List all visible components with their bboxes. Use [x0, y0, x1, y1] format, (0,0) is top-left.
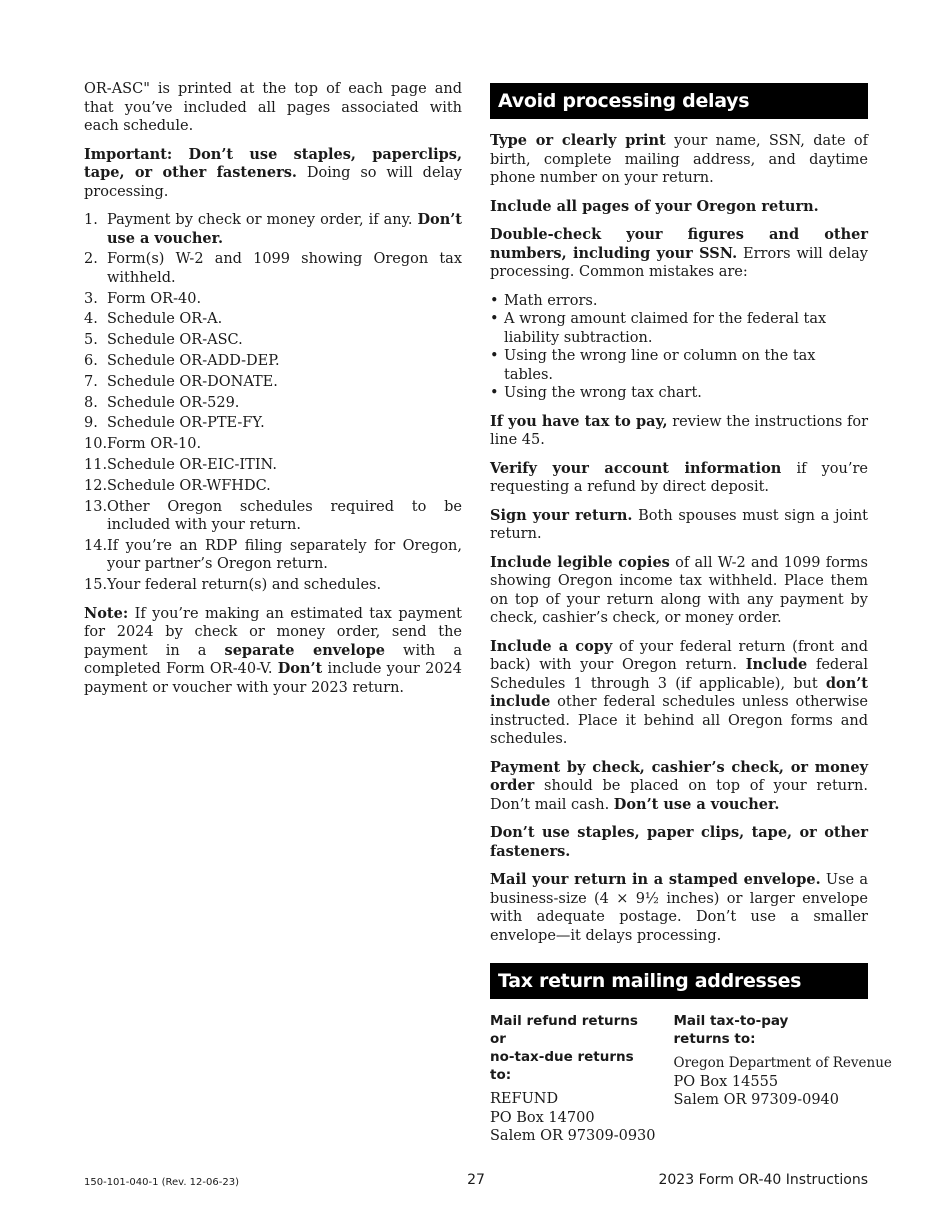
left-column: [84, 80, 462, 707]
list-item: 2. Form(s) W-2 and 1099 showing Oregon tax withheld.: [84, 251, 462, 286]
double-check-paragraph: Double-check your figures and other numbers, including your SSN. Errors will delay processing. Common mistakes are:: [490, 226, 868, 280]
no-staples-paragraph: Don’t use staples, paper clips, tape, or other fasteners.: [490, 824, 868, 860]
list-item: 11. Schedule OR-EIC-ITIN.: [84, 456, 277, 473]
important-paragraph: Important: Don’t use staples, paperclips, tape, or other fasteners. Doing so will delay processing.: [84, 145, 462, 200]
address-line: Salem OR 97309-0930: [490, 1128, 656, 1144]
legible-copies-paragraph: Include legible copies of all W-2 and 1099 forms showing Oregon income tax withheld. Place them on top of your return along with any payment by check, cashier’s check, or money order.: [490, 553, 868, 626]
refund-address-block: [490, 1012, 656, 1146]
tax-to-pay-address-heading: Mail tax-to-pay returns to:: [673, 1013, 789, 1047]
list-item: 5. Schedule OR-ASC.: [84, 332, 243, 349]
list-item: 1. Payment by check or money order, if any. Don’t use a voucher.: [84, 211, 462, 247]
refund-address-heading: Mail refund returns or no-tax-due returns to:: [490, 1013, 638, 1083]
list-item: 10. Form OR-10.: [84, 436, 202, 453]
address-line: REFUND: [490, 1091, 559, 1107]
list-item: 6. Schedule OR-ADD-DEP.: [84, 352, 280, 369]
mailing-addresses: [490, 1012, 892, 1146]
document-title: 2023 Form OR-40 Instructions: [658, 1172, 868, 1188]
list-item: 13. Other Oregon schedules required to be included with your return.: [84, 498, 462, 534]
envelope-paragraph: Mail your return in a stamped envelope. Use a business-size (4 × 9½ inches) or larger envelope with adequate postage. Don’t use a smaller envelope—it delays processing.: [490, 871, 868, 944]
list-item: • A wrong amount claimed for the federal tax liability subtraction.: [490, 311, 827, 346]
list-item: • Using the wrong line or column on the tax tables.: [490, 348, 816, 383]
address-line: PO Box 14555: [673, 1073, 779, 1090]
list-item: 12. Schedule OR-WFHDC.: [84, 477, 271, 494]
important-bold: Important: Don’t use staples, paperclips, tape, or other fasteners.: [84, 145, 462, 181]
verify-account-paragraph: Verify your account information if you’re requesting a refund by direct deposit.: [490, 459, 869, 495]
form-code: 150-101-040-1 (Rev. 12-06-23): [84, 1177, 239, 1188]
intro-paragraph: OR-ASC" is printed at the top of each page and that you’ve included all pages associated with each schedule.: [84, 81, 462, 134]
list-item: • Math errors.: [490, 292, 598, 309]
type-print-paragraph: Type or clearly print your name, SSN, date of birth, complete mailing address, and daytime phone number on your return.: [490, 132, 869, 186]
mailing-addresses-heading: Tax return mailing addresses: [490, 963, 868, 999]
list-item: 14. If you’re an RDP filing separately for Oregon, your partner’s Oregon return.: [84, 537, 462, 573]
include-pages-paragraph: Include all pages of your Oregon return.: [490, 197, 819, 215]
right-column: [490, 80, 892, 1146]
list-item: 9. Schedule OR-PTE-FY.: [84, 415, 265, 432]
sign-return-paragraph: Sign your return. Both spouses must sign a joint return.: [490, 506, 868, 542]
note-paragraph: Note: If you’re making an estimated tax payment for 2024 by check or money order, send the payment in a separate envelope with a completed Form OR-40-V. Don’t include your 2024 payment or voucher with your 2023 return.: [84, 604, 462, 696]
payment-paragraph: Payment by check, cashier’s check, or money order should be placed on top of your return. Don’t mail cash. Don’t use a voucher.: [490, 758, 868, 813]
tax-to-pay-address-block: [673, 1012, 892, 1146]
list-item: 7. Schedule OR-DONATE.: [84, 373, 278, 390]
address-line: PO Box 14700: [490, 1109, 595, 1126]
list-item: 15. Your federal return(s) and schedules.: [84, 577, 382, 594]
avoid-delays-heading: Avoid processing delays: [490, 83, 868, 119]
common-mistakes-list: [490, 292, 868, 403]
list-item: • Using the wrong tax chart.: [490, 385, 702, 401]
assembly-order-list: [84, 211, 462, 595]
list-item: 8. Schedule OR-529.: [84, 394, 240, 411]
list-item: 4. Schedule OR-A.: [84, 311, 223, 328]
tax-to-pay-paragraph: If you have tax to pay, review the instructions for line 45.: [490, 412, 868, 448]
list-item: 3. Form OR-40.: [84, 290, 202, 307]
federal-copy-paragraph: Include a copy of your federal return (front and back) with your Oregon return. Include federal Schedules 1 through 3 (if applicable), but don’t include other federal schedules unless otherwise instructed. Place it behind all Oregon forms and schedules.: [490, 637, 869, 747]
address-line: Salem OR 97309-0940: [673, 1092, 839, 1108]
address-line: Oregon Department of Revenue: [673, 1055, 892, 1071]
page-number: 27: [467, 1172, 485, 1188]
